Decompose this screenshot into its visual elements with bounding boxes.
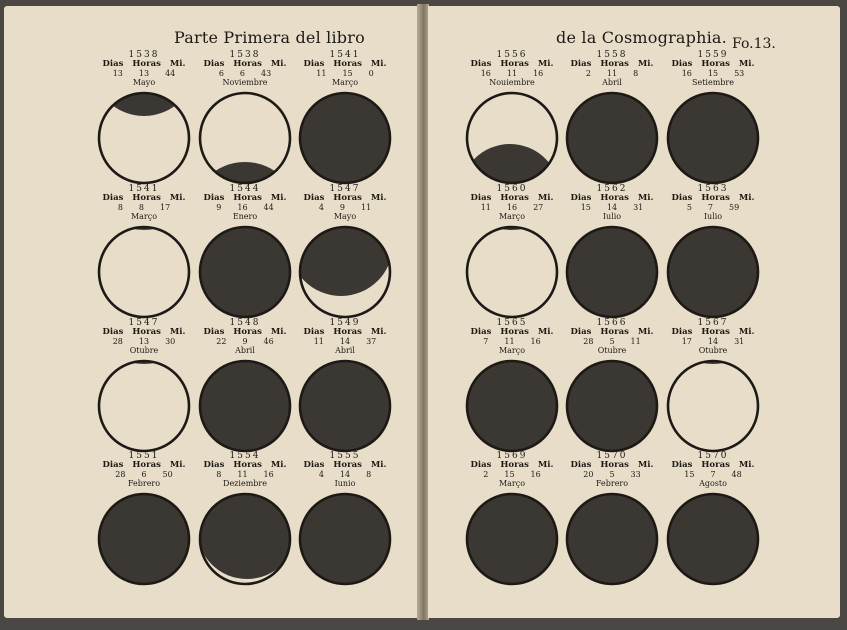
horas-label: Horas [600, 59, 629, 69]
column-headers [661, 59, 765, 69]
eclipse-entry [560, 184, 664, 322]
horas-label: Horas [333, 460, 362, 470]
mi-label: Mi. [270, 59, 287, 69]
eclipse-month: Março [498, 212, 526, 221]
dias-value: 4 [318, 203, 324, 212]
eclipse-entry [193, 318, 297, 456]
eclipse-entry [560, 451, 664, 589]
eclipse-entry [92, 451, 196, 589]
horas-label: Horas [600, 327, 629, 337]
eclipse-diagram [665, 224, 761, 320]
eclipse-month: Otubre [698, 346, 728, 355]
eclipse-year: 1563 [697, 184, 729, 194]
dias-value: 9 [216, 203, 222, 212]
column-headers [661, 327, 765, 337]
horas-value: 15 [504, 470, 515, 479]
dias-value: 16 [681, 69, 692, 78]
eclipse-year: 1547 [329, 184, 361, 194]
dias-label: Dias [203, 193, 225, 203]
dias-label: Dias [671, 460, 693, 470]
dias-label: Dias [203, 327, 225, 337]
eclipse-diagram [564, 224, 660, 320]
eclipse-diagram [96, 491, 192, 587]
dias-label: Dias [303, 59, 325, 69]
column-headers [92, 59, 196, 69]
dias-label: Dias [671, 327, 693, 337]
horas-label: Horas [233, 193, 262, 203]
horas-value: 11 [504, 337, 515, 346]
dias-label: Dias [570, 327, 592, 337]
mi-label: Mi. [738, 327, 755, 337]
eclipse-month: Mayo [132, 78, 156, 87]
folio-number: Fo.13. [732, 36, 776, 52]
dias-value: 7 [483, 337, 489, 346]
eclipse-entry [293, 451, 397, 589]
dias-value: 8 [117, 203, 123, 212]
eclipse-entry [193, 50, 297, 188]
eclipse-year: 1569 [496, 451, 528, 461]
dias-value: 4 [318, 470, 324, 479]
horas-value: 8 [138, 203, 144, 212]
column-headers [293, 59, 397, 69]
dias-label: Dias [470, 193, 492, 203]
dias-value: 15 [684, 470, 695, 479]
eclipse-diagram [564, 358, 660, 454]
eclipse-month: Enero [232, 212, 258, 221]
horas-label: Horas [132, 193, 161, 203]
eclipse-year: 1541 [128, 184, 160, 194]
horas-value: 5 [609, 470, 615, 479]
column-headers [92, 327, 196, 337]
eclipse-entry [193, 184, 297, 322]
horas-label: Horas [701, 460, 730, 470]
horas-value: 7 [707, 203, 713, 212]
eclipse-year: 1562 [596, 184, 628, 194]
eclipse-entry [560, 318, 664, 456]
eclipse-diagram [665, 90, 761, 186]
eclipse-month: Nouiembre [489, 78, 535, 87]
dias-label: Dias [102, 460, 124, 470]
mi-value: 11 [630, 337, 641, 346]
column-headers [460, 59, 564, 69]
dias-value: 11 [313, 337, 324, 346]
dias-label: Dias [671, 193, 693, 203]
mi-value: 0 [368, 69, 374, 78]
horas-value: 13 [138, 69, 150, 78]
eclipse-month: Abril [235, 346, 255, 355]
eclipse-diagram [96, 224, 192, 320]
eclipse-month: Setiembre [692, 78, 734, 87]
column-headers [92, 193, 196, 203]
dias-label: Dias [570, 59, 592, 69]
dias-label: Dias [102, 59, 124, 69]
eclipse-year: 1541 [329, 50, 361, 60]
mi-label: Mi. [370, 193, 387, 203]
mi-label: Mi. [738, 59, 755, 69]
eclipse-diagram [464, 358, 560, 454]
eclipse-diagram [96, 90, 192, 186]
mi-value: 17 [160, 203, 171, 212]
eclipse-month: Março [498, 346, 526, 355]
eclipse-year: 1556 [496, 50, 528, 60]
mi-label: Mi. [537, 59, 554, 69]
eclipse-entry [193, 451, 297, 589]
eclipse-year: 1559 [697, 50, 729, 60]
horas-value: 13 [138, 337, 150, 346]
mi-value: 16 [530, 470, 541, 479]
dias-label: Dias [303, 460, 325, 470]
eclipse-diagram [464, 90, 560, 186]
dias-value: 5 [686, 203, 692, 212]
horas-label: Horas [132, 59, 161, 69]
horas-value: 16 [506, 203, 518, 212]
column-headers [293, 460, 397, 470]
eclipse-diagram [665, 491, 761, 587]
eclipse-diagram [564, 90, 660, 186]
dias-value: 11 [316, 69, 327, 78]
dias-label: Dias [470, 327, 492, 337]
dias-value: 13 [112, 69, 123, 78]
mi-label: Mi. [637, 59, 654, 69]
mi-value: 11 [361, 203, 372, 212]
mi-label: Mi. [637, 193, 654, 203]
eclipse-year: 1558 [596, 50, 628, 60]
mi-label: Mi. [637, 460, 654, 470]
dias-value: 16 [480, 69, 491, 78]
eclipse-month: Agosto [699, 479, 727, 488]
column-headers [460, 327, 564, 337]
horas-value: 9 [242, 337, 248, 346]
horas-label: Horas [701, 59, 730, 69]
dias-value: 8 [216, 470, 222, 479]
column-headers [460, 460, 564, 470]
dias-label: Dias [470, 460, 492, 470]
eclipse-month: Abril [335, 346, 355, 355]
dias-value: 22 [216, 337, 227, 346]
horas-value: 15 [342, 69, 353, 78]
dias-value: 15 [580, 203, 591, 212]
eclipse-month: Iulio [703, 212, 723, 221]
mi-value: 46 [263, 337, 274, 346]
eclipse-year: 1570 [697, 451, 729, 461]
horas-label: Horas [333, 327, 362, 337]
eclipse-diagram [197, 90, 293, 186]
mi-label: Mi. [370, 59, 387, 69]
eclipse-diagram [464, 224, 560, 320]
mi-value: 30 [165, 337, 176, 346]
dias-value: 28 [583, 337, 594, 346]
eclipse-diagram [197, 491, 293, 587]
eclipse-diagram [297, 224, 393, 320]
horas-label: Horas [500, 327, 529, 337]
column-headers [560, 59, 664, 69]
mi-value: 37 [366, 337, 377, 346]
mi-label: Mi. [169, 460, 186, 470]
mi-value: 31 [734, 337, 745, 346]
horas-value: 11 [606, 69, 618, 78]
mi-label: Mi. [637, 327, 654, 337]
eclipse-entry [661, 50, 765, 188]
mi-value: 44 [165, 69, 176, 78]
eclipse-diagram [297, 90, 393, 186]
eclipse-entry [293, 50, 397, 188]
mi-value: 53 [734, 69, 745, 78]
horas-value: 11 [506, 69, 518, 78]
mi-label: Mi. [270, 193, 287, 203]
horas-value: 14 [707, 337, 719, 346]
eclipse-entry [293, 184, 397, 322]
horas-value: 6 [141, 470, 147, 479]
eclipse-diagram [665, 358, 761, 454]
dias-value: 28 [115, 470, 126, 479]
horas-label: Horas [132, 327, 161, 337]
eclipse-year: 1549 [329, 318, 361, 328]
mi-label: Mi. [169, 193, 186, 203]
column-headers [293, 193, 397, 203]
eclipse-month: Abril [602, 78, 622, 87]
dias-label: Dias [303, 327, 325, 337]
eclipse-entry [661, 184, 765, 322]
eclipse-year: 1554 [229, 451, 261, 461]
mi-label: Mi. [370, 460, 387, 470]
eclipse-year: 1544 [229, 184, 261, 194]
dias-value: 2 [585, 69, 591, 78]
dias-label: Dias [102, 193, 124, 203]
eclipse-month: Deziembre [223, 479, 267, 488]
horas-label: Horas [500, 193, 529, 203]
left-page [4, 6, 418, 618]
column-headers [460, 193, 564, 203]
horas-value: 7 [710, 470, 716, 479]
eclipse-month: Mayo [333, 212, 357, 221]
eclipse-diagram [96, 358, 192, 454]
dias-value: 6 [218, 69, 224, 78]
horas-value: 14 [339, 470, 351, 479]
mi-value: 16 [533, 69, 544, 78]
eclipse-month: Febrero [127, 479, 161, 488]
eclipse-diagram [464, 491, 560, 587]
column-headers [293, 327, 397, 337]
eclipse-month: Febrero [595, 479, 629, 488]
eclipse-diagram [197, 224, 293, 320]
eclipse-entry [460, 50, 564, 188]
eclipse-diagram [297, 358, 393, 454]
eclipse-year: 1538 [229, 50, 261, 60]
mi-value: 27 [533, 203, 544, 212]
mi-label: Mi. [738, 193, 755, 203]
horas-label: Horas [333, 59, 362, 69]
running-head-right: de la Cosmographia. [556, 28, 727, 47]
eclipse-entry [293, 318, 397, 456]
mi-value: 8 [366, 470, 372, 479]
dias-value: 2 [483, 470, 489, 479]
eclipse-diagram [564, 491, 660, 587]
right-page [428, 6, 840, 618]
horas-label: Horas [500, 460, 529, 470]
horas-label: Horas [600, 193, 629, 203]
eclipse-year: 1547 [128, 318, 160, 328]
column-headers [193, 193, 297, 203]
eclipse-entry [661, 451, 765, 589]
dias-value: 28 [112, 337, 123, 346]
dias-label: Dias [671, 59, 693, 69]
mi-value: 33 [630, 470, 641, 479]
eclipse-entry [661, 318, 765, 456]
column-headers [193, 59, 297, 69]
eclipse-month: Otubre [597, 346, 627, 355]
dias-label: Dias [570, 193, 592, 203]
column-headers [560, 460, 664, 470]
dias-label: Dias [470, 59, 492, 69]
horas-label: Horas [701, 327, 730, 337]
dias-label: Dias [203, 59, 225, 69]
horas-label: Horas [233, 59, 262, 69]
dias-label: Dias [570, 460, 592, 470]
mi-value: 59 [729, 203, 740, 212]
horas-label: Horas [701, 193, 730, 203]
eclipse-entry [460, 318, 564, 456]
eclipse-entry [460, 184, 564, 322]
eclipse-year: 1565 [496, 318, 528, 328]
dias-label: Dias [203, 460, 225, 470]
horas-value: 16 [237, 203, 248, 212]
eclipse-year: 1538 [128, 50, 160, 60]
mi-label: Mi. [537, 460, 554, 470]
horas-label: Horas [132, 460, 161, 470]
eclipse-year: 1567 [697, 318, 729, 328]
dias-label: Dias [102, 327, 124, 337]
horas-label: Horas [600, 460, 629, 470]
dias-value: 20 [583, 470, 594, 479]
dias-label: Dias [303, 193, 325, 203]
column-headers [560, 327, 664, 337]
column-headers [661, 193, 765, 203]
horas-label: Horas [500, 59, 529, 69]
eclipse-entry [92, 318, 196, 456]
column-headers [661, 460, 765, 470]
mi-value: 31 [633, 203, 644, 212]
horas-label: Horas [233, 327, 262, 337]
eclipse-entry [92, 50, 196, 188]
mi-value: 8 [633, 69, 639, 78]
column-headers [92, 460, 196, 470]
dias-value: 11 [480, 203, 491, 212]
horas-value: 14 [339, 337, 351, 346]
eclipse-entry [460, 451, 564, 589]
horas-value: 9 [339, 203, 345, 212]
eclipse-month: Março [331, 78, 359, 87]
column-headers [193, 460, 297, 470]
horas-value: 15 [707, 69, 719, 78]
column-headers [560, 193, 664, 203]
horas-value: 11 [237, 470, 248, 479]
eclipse-month: Iulio [602, 212, 622, 221]
mi-label: Mi. [537, 193, 554, 203]
eclipse-month: Iunio [334, 479, 356, 488]
mi-value: 43 [261, 69, 272, 78]
eclipse-month: Março [498, 479, 526, 488]
horas-label: Horas [233, 460, 262, 470]
eclipse-year: 1570 [596, 451, 628, 461]
eclipse-year: 1560 [496, 184, 528, 194]
mi-label: Mi. [169, 59, 186, 69]
column-headers [193, 327, 297, 337]
mi-label: Mi. [270, 327, 287, 337]
horas-value: 6 [239, 69, 245, 78]
eclipse-month: Março [130, 212, 158, 221]
eclipse-year: 1551 [128, 451, 160, 461]
eclipse-year: 1555 [329, 451, 361, 461]
eclipse-diagram [297, 491, 393, 587]
mi-value: 16 [530, 337, 541, 346]
horas-label: Horas [333, 193, 362, 203]
mi-value: 44 [263, 203, 274, 212]
running-head-left: Parte Primera del libro [174, 28, 365, 47]
eclipse-month: Noviembre [222, 78, 268, 87]
mi-label: Mi. [738, 460, 755, 470]
eclipse-month: Otubre [129, 346, 159, 355]
mi-value: 50 [162, 470, 173, 479]
horas-value: 5 [609, 337, 615, 346]
eclipse-entry [560, 50, 664, 188]
mi-label: Mi. [169, 327, 186, 337]
mi-value: 48 [731, 470, 742, 479]
eclipse-diagram [197, 358, 293, 454]
horas-value: 14 [606, 203, 618, 212]
mi-label: Mi. [370, 327, 387, 337]
mi-value: 16 [263, 470, 274, 479]
eclipse-year: 1566 [596, 318, 628, 328]
dias-value: 17 [681, 337, 692, 346]
eclipse-entry [92, 184, 196, 322]
mi-label: Mi. [270, 460, 287, 470]
mi-label: Mi. [537, 327, 554, 337]
eclipse-year: 1548 [229, 318, 261, 328]
